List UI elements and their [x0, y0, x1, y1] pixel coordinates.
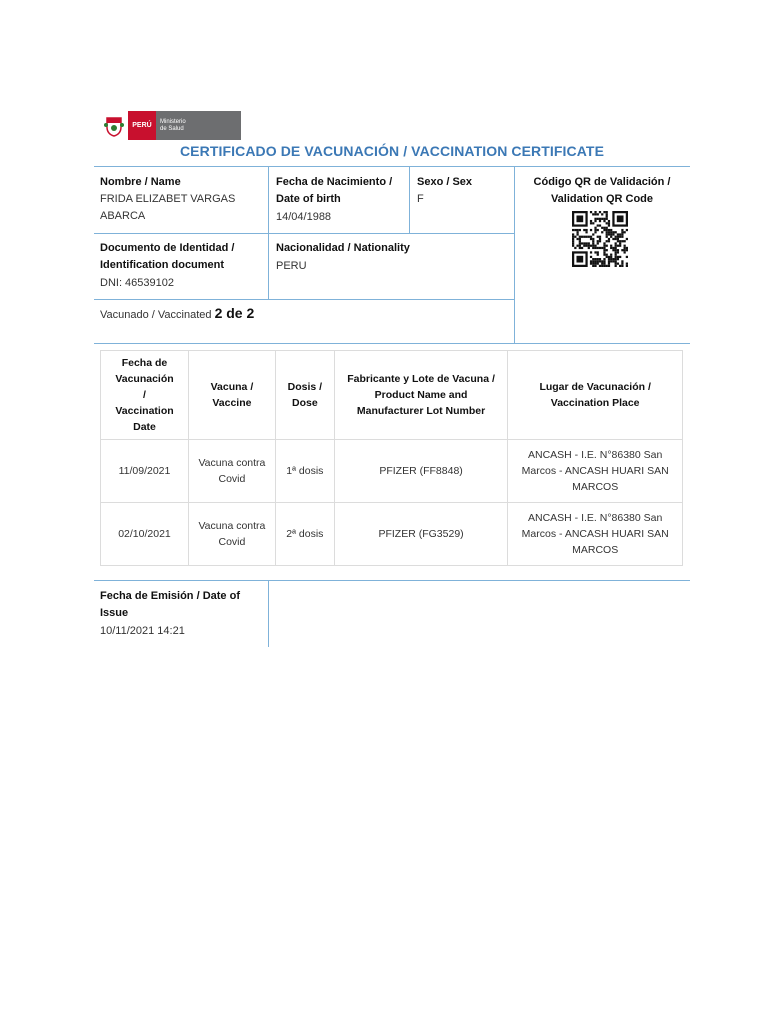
sex-label: Sexo / Sex — [417, 176, 473, 188]
vaccinated-status — [100, 305, 254, 321]
name-label: Nombre / Name — [100, 176, 181, 188]
sex-value: F — [417, 193, 424, 205]
cell-dose: 2ª dosis — [275, 503, 334, 566]
cell-manufacturer: PFIZER (FF8848) — [334, 440, 508, 503]
peru-coat-of-arms-icon — [100, 111, 128, 140]
nationality-label: Nacionalidad / Nationality — [276, 242, 410, 254]
cell-date: 02/10/2021 — [101, 503, 189, 566]
issue-value: 10/11/2021 14:21 — [100, 625, 185, 637]
divider — [268, 166, 269, 299]
header-manufacturer: Fabricante y Lote de Vacuna / Product Name and Manufacturer Lot Number — [334, 351, 508, 440]
vaccination-table — [100, 350, 683, 566]
cell-vaccine: Vacuna contra Covid — [188, 440, 275, 503]
table-header-row — [101, 351, 683, 440]
divider — [268, 580, 269, 647]
cell-place: ANCASH - I.E. N°86380 San Marcos - ANCASH HUARI SAN MARCOS — [508, 440, 683, 503]
header-vaccine: Vacuna / Vaccine — [188, 351, 275, 440]
qr-code-icon — [572, 211, 632, 267]
divider — [94, 343, 690, 344]
cell-dose: 1ª dosis — [275, 440, 334, 503]
divider — [94, 580, 690, 581]
table-row — [101, 503, 683, 566]
logo-ministry: Ministerio de Salud — [156, 111, 241, 140]
divider — [94, 299, 514, 300]
nationality-value: PERU — [276, 260, 307, 272]
header-vaccination-place: Lugar de Vacunación / Vaccination Place — [508, 351, 683, 440]
vaccinated-value: 2 de 2 — [214, 305, 255, 321]
ministry-logo — [100, 111, 241, 140]
cell-date: 11/09/2021 — [101, 440, 189, 503]
vaccinated-label: Vacunado / Vaccinated — [100, 309, 212, 321]
cell-place: ANCASH - I.E. N°86380 San Marcos - ANCASH HUARI SAN MARCOS — [508, 503, 683, 566]
header-dose: Dosis / Dose — [275, 351, 334, 440]
header-vaccination-date: Fecha de Vacunación / Vaccination Date — [101, 351, 189, 440]
document-label: Documento de Identidad / Identification document — [100, 242, 235, 271]
dob-label: Fecha de Nacimiento / Date of birth — [276, 176, 393, 205]
divider — [94, 233, 514, 234]
cell-manufacturer: PFIZER (FG3529) — [334, 503, 508, 566]
table-row — [101, 440, 683, 503]
dob-value: 14/04/1988 — [276, 211, 332, 223]
divider — [514, 166, 515, 343]
qr-label: Código QR de Validación / Validation QR Code — [533, 176, 671, 205]
page-title: CERTIFICADO DE VACUNACIÓN / VACCINATION CERTIFICATE — [179, 143, 605, 159]
divider — [94, 166, 690, 167]
logo-country: PERÚ — [128, 111, 156, 140]
cell-vaccine: Vacuna contra Covid — [188, 503, 275, 566]
issue-label: Fecha de Emisión / Date of Issue — [100, 590, 240, 619]
name-value: FRIDA ELIZABET VARGAS ABARCA — [100, 193, 236, 222]
document-value: DNI: 46539102 — [100, 277, 174, 289]
divider — [409, 166, 410, 233]
